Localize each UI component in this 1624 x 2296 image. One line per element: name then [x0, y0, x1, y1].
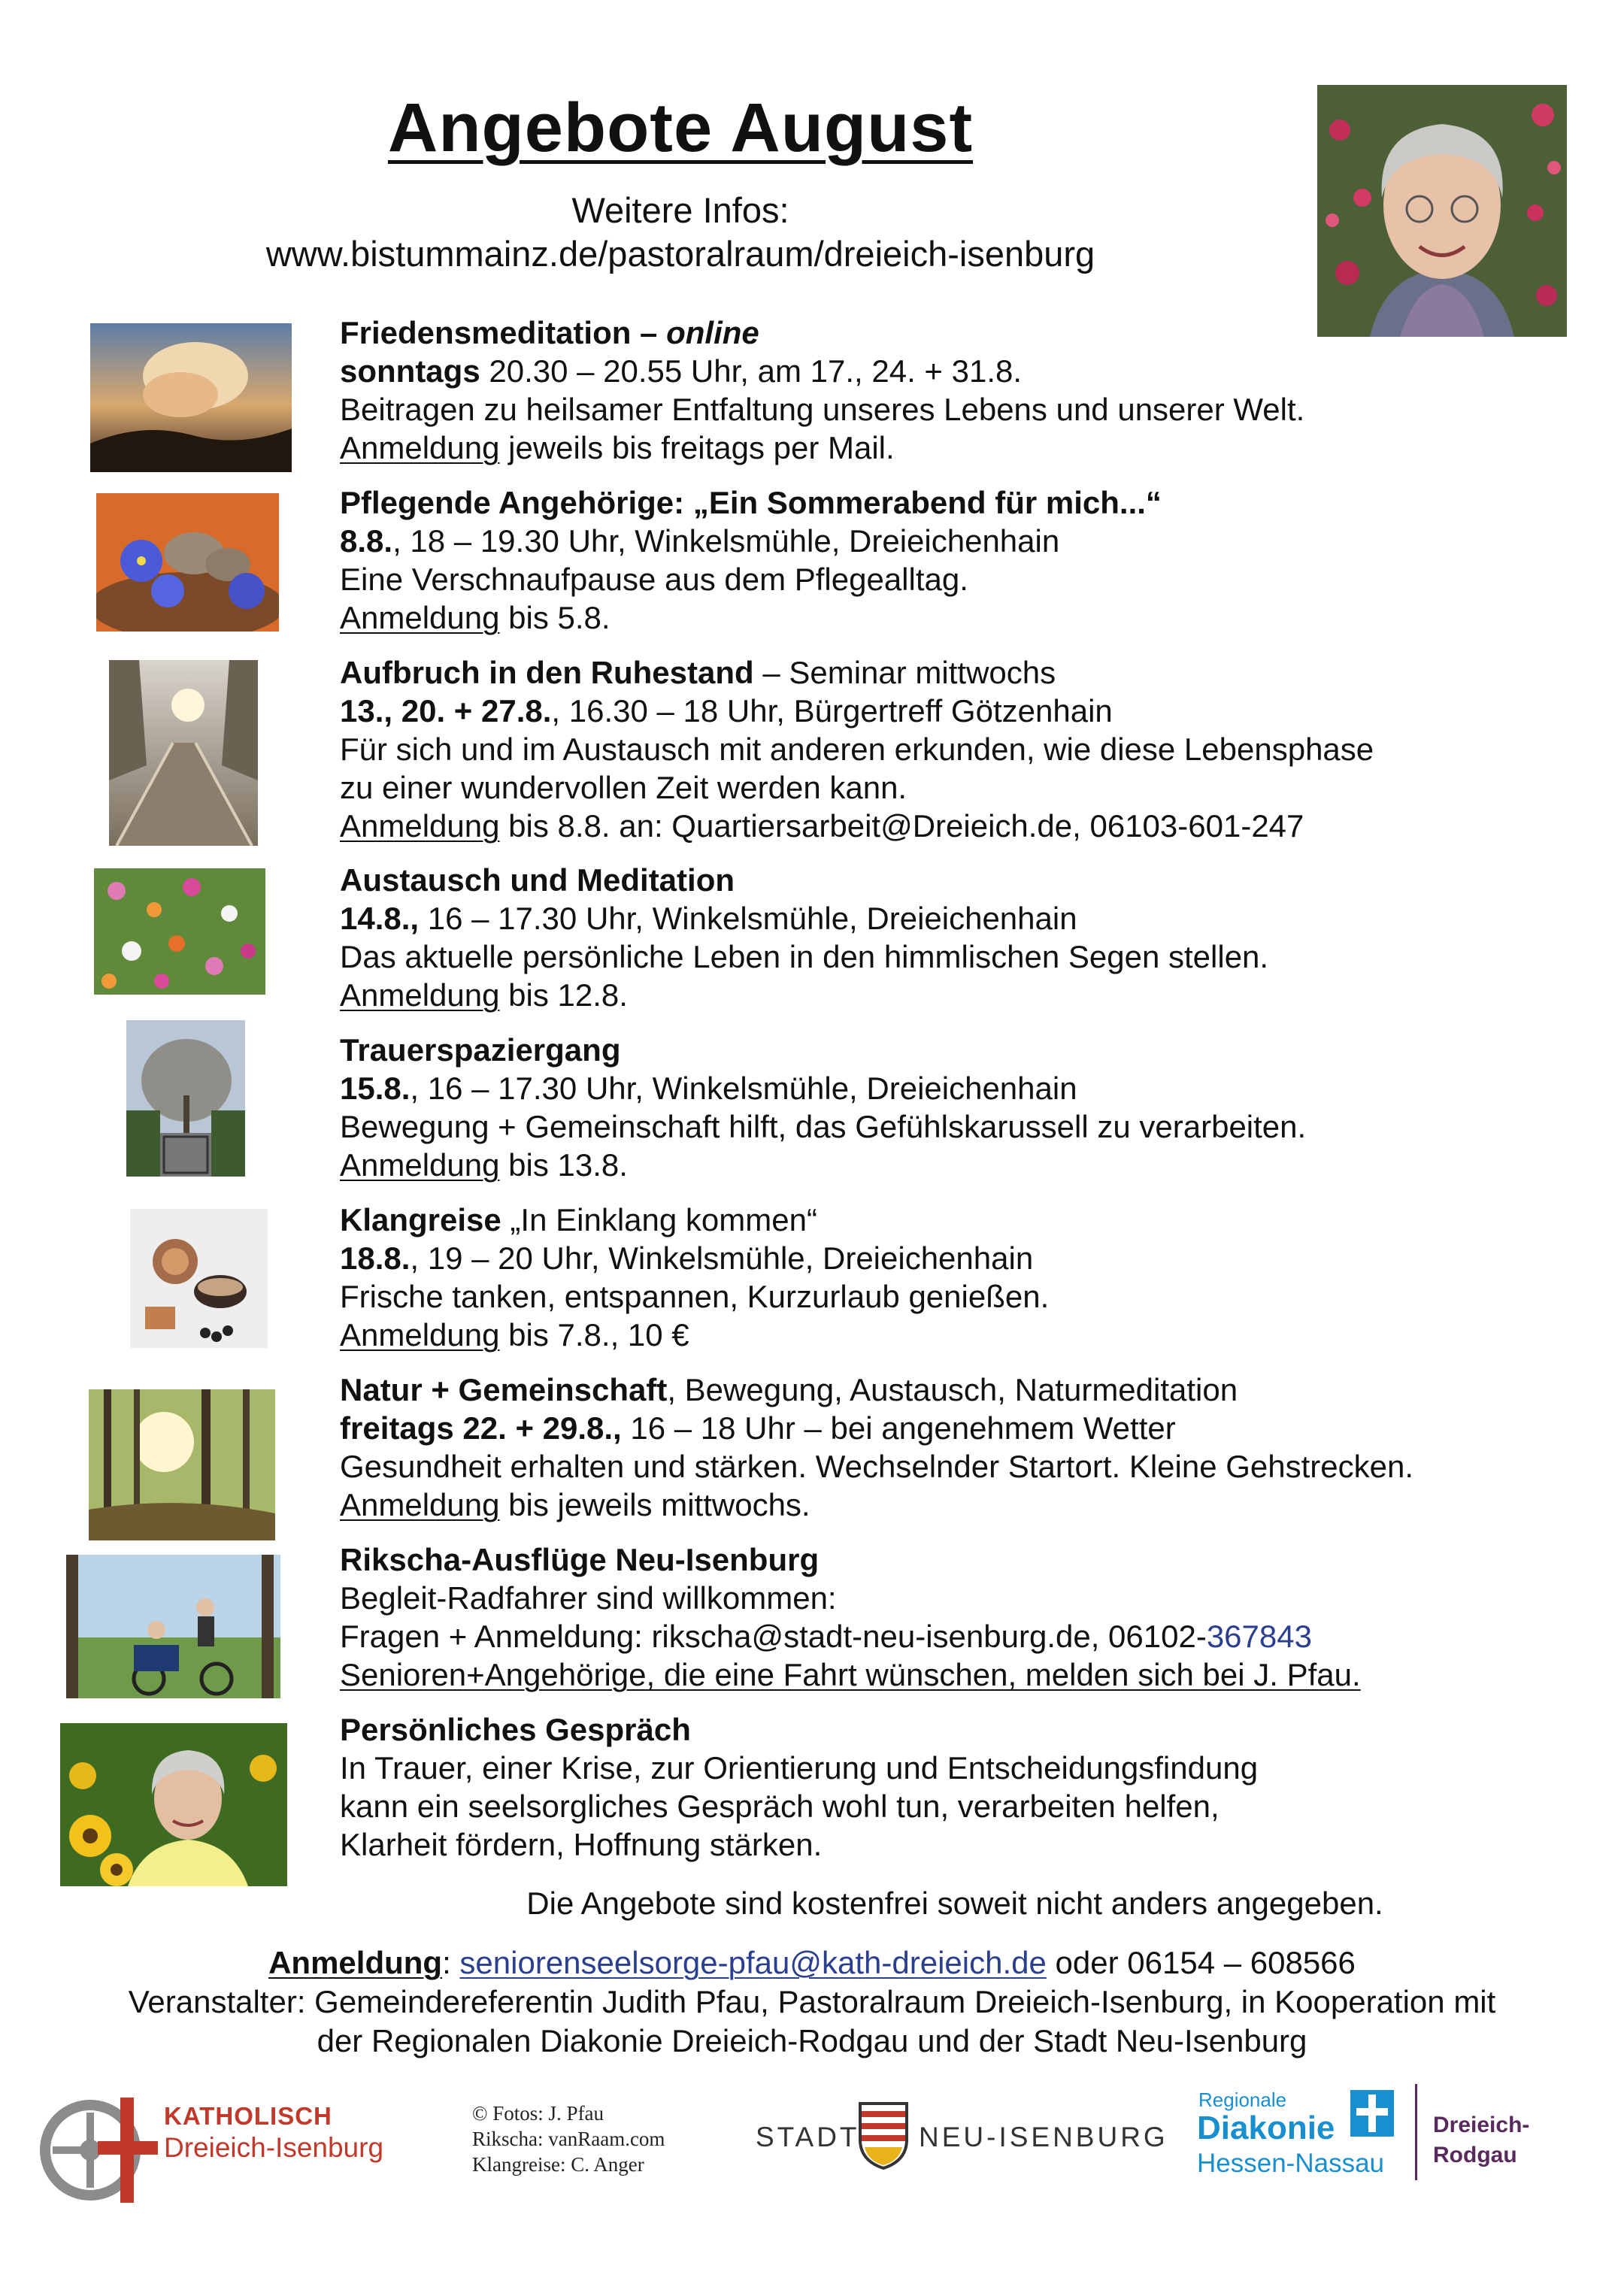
registration-line — [0, 1943, 1624, 1982]
organizer-line-2: der Regionalen Diakonie Dreieich-Rodgau und der Stadt Neu-Isenburg — [317, 2023, 1307, 2058]
diakonie-small-label: Regionale — [1198, 2089, 1287, 2111]
offer-time: 20.30 – 20.55 Uhr, am 17., 24. + 31.8. — [480, 353, 1023, 389]
offer-description: Eine Verschnaufpause aus dem Pflegealltag. — [340, 562, 968, 597]
offer-date: 15.8. — [340, 1071, 411, 1106]
offer-time: 16 – 17.30 Uhr, Winkelsmühle, Dreieichenhain — [419, 901, 1077, 936]
offer-description: Klarheit fördern, Hoffnung stärken. — [340, 1827, 823, 1862]
offer-time: , 16 – 17.30 Uhr, Winkelsmühle, Dreieichenhain — [410, 1071, 1077, 1106]
free-note: Die Angebote sind kostenfrei soweit nicht anders angegeben. — [526, 1886, 1383, 1921]
diakonie-cross-icon — [1350, 2090, 1394, 2137]
offer-austausch-meditation — [340, 861, 1588, 1014]
rodgau-label-1: Dreieich- — [1433, 2113, 1530, 2137]
footer-divider — [1415, 2084, 1417, 2180]
offer-date: 18.8. — [340, 1240, 411, 1276]
offer-time: , 16.30 – 18 Uhr, Bürgertreff Götzenhain — [551, 693, 1113, 728]
registration-email-link[interactable]: seniorenseelsorge-pfau@kath-dreieich.de — [459, 1945, 1047, 1980]
diakonie-region: Hessen-Nassau — [1197, 2149, 1384, 2178]
credit-line: © Fotos: J. Pfau — [472, 2102, 604, 2125]
cloud-sunset-photo — [90, 323, 292, 472]
katholisch-region: Dreieich-Isenburg — [164, 2132, 384, 2163]
registration-label: Anmeldung — [268, 1945, 443, 1980]
neu-isenburg-label: NEU-ISENBURG — [919, 2122, 1168, 2152]
photo-credits — [472, 2101, 665, 2177]
registration-link[interactable]: Anmeldung — [340, 600, 500, 635]
rikscha-note: Senioren+Angehörige, die eine Fahrt wünschen, melden sich bei J. Pfau. — [340, 1657, 1361, 1692]
tree-gate-photo — [126, 1020, 245, 1177]
diakonie-label: Diakonie — [1197, 2110, 1335, 2146]
offer-title: Klangreise — [340, 1202, 501, 1237]
registration-phone: oder 06154 – 608566 — [1046, 1945, 1356, 1980]
offer-time: 16 – 18 Uhr – bei angenehmem Wetter — [621, 1410, 1176, 1446]
registration-link[interactable]: Anmeldung — [340, 977, 500, 1013]
footer — [0, 2067, 1624, 2218]
offer-description: Begleit-Radfahrer sind willkommen: — [340, 1580, 837, 1616]
offer-date: freitags 22. + 29.8., — [340, 1410, 622, 1446]
offer-title: Trauerspaziergang — [340, 1032, 621, 1068]
offer-title: Austausch und Meditation — [340, 862, 735, 898]
registration-link[interactable]: Anmeldung — [340, 1147, 500, 1183]
rodgau-label-2: Rodgau — [1433, 2143, 1517, 2167]
offer-description: Gesundheit erhalten und stärken. Wechselnder Startort. Kleine Gehstrecken. — [340, 1449, 1414, 1484]
katholisch-label: KATHOLISCH — [164, 2102, 332, 2130]
offer-subtitle: – Seminar mittwochs — [753, 655, 1056, 690]
registration-separator: : — [442, 1945, 460, 1980]
offer-description: In Trauer, einer Krise, zur Orientierung und Entscheidungsfindung — [340, 1750, 1259, 1786]
offer-subtitle: „In Einklang kommen“ — [501, 1202, 817, 1237]
stadt-label: STADT — [756, 2122, 860, 2152]
offer-time: , 18 – 19.30 Uhr, Winkelsmühle, Dreieichenhain — [392, 523, 1060, 559]
credit-line: Klangreise: C. Anger — [472, 2153, 644, 2176]
registration-link[interactable]: Anmeldung — [340, 430, 500, 465]
offer-date: 8.8. — [340, 523, 393, 559]
registration-note: bis 7.8., 10 € — [499, 1317, 689, 1352]
offer-aufbruch-ruhestand — [340, 653, 1588, 845]
offer-subtitle: , Bewegung, Austausch, Naturmeditation — [667, 1372, 1238, 1407]
singing-bowls-photo — [130, 1209, 268, 1348]
violets-stones-photo — [96, 493, 279, 632]
offer-title: Pflegende Angehörige: „Ein Sommerabend für mich...“ — [340, 485, 1162, 520]
organizer-line-1: Veranstalter: Gemeindereferentin Judith Pfau, Pastoralraum Dreieich-Isenburg, in Kooperation mit — [128, 1984, 1496, 2019]
offer-friedensmeditation — [340, 314, 1588, 467]
city-crest-icon — [857, 2101, 910, 2170]
offer-description: Bewegung + Gemeinschaft hilft, das Gefühlskarussell zu verarbeiten. — [340, 1109, 1307, 1144]
offer-description: Beitragen zu heilsamer Entfaltung unseres Lebens und unserer Welt. — [340, 392, 1305, 427]
offer-description: Für sich und im Austausch mit anderen erkunden, wie diese Lebensphase — [340, 732, 1374, 767]
rickshaw-bike-photo — [66, 1555, 280, 1698]
registration-note: bis 8.8. an: Quartiersarbeit@Dreieich.de, 06103-601-247 — [499, 808, 1304, 844]
offer-klangreise — [340, 1201, 1588, 1354]
registration-note: bis 5.8. — [499, 600, 611, 635]
contact-info: Fragen + Anmeldung: rikscha@stadt-neu-isenburg.de, 06102- — [340, 1619, 1207, 1654]
page-title: Angebote August — [387, 89, 974, 166]
offer-date: 14.8., — [340, 901, 420, 936]
flower-meadow-photo — [94, 868, 265, 995]
info-url[interactable]: www.bistummainz.de/pastoralraum/dreieich-isenburg — [265, 234, 1095, 274]
registration-link[interactable]: Anmeldung — [340, 1487, 500, 1522]
registration-note: bis 13.8. — [499, 1147, 628, 1183]
offer-title-italic: online — [666, 315, 759, 350]
offer-pflegende-angehoerige — [340, 483, 1588, 637]
woman-sunflowers-photo — [60, 1723, 287, 1886]
registration-note: bis 12.8. — [499, 977, 628, 1013]
offer-date: sonntags — [340, 353, 480, 389]
offer-title: Aufbruch in den Ruhestand — [340, 655, 754, 690]
registration-link[interactable]: Anmeldung — [340, 808, 500, 844]
offer-title: Rikscha-Ausflüge Neu-Isenburg — [340, 1542, 820, 1577]
offer-title: Persönliches Gespräch — [340, 1712, 691, 1747]
registration-link[interactable]: Anmeldung — [340, 1317, 500, 1352]
credit-line: Rikscha: vanRaam.com — [472, 2128, 665, 2150]
offer-description: kann ein seelsorgliches Gespräch wohl tun, verarbeiten helfen, — [340, 1789, 1220, 1824]
wooden-bridge-photo — [109, 660, 258, 846]
registration-note: jeweils bis freitags per Mail. — [499, 430, 895, 465]
offer-natur-gemeinschaft — [340, 1371, 1588, 1524]
offer-description: Frische tanken, entspannen, Kurzurlaub genießen. — [340, 1279, 1050, 1314]
offer-description: zu einer wundervollen Zeit werden kann. — [340, 770, 907, 805]
offer-persoenliches-gespraech — [340, 1710, 1588, 1864]
offer-time: , 19 – 20 Uhr, Winkelsmühle, Dreieichenhain — [410, 1240, 1034, 1276]
offer-title: Natur + Gemeinschaft — [340, 1372, 668, 1407]
offer-rikscha — [340, 1540, 1588, 1694]
phone-number-link[interactable]: 367843 — [1206, 1619, 1312, 1654]
info-label: Weitere Infos: — [571, 190, 789, 230]
offer-trauerspaziergang — [340, 1031, 1588, 1184]
portrait-photo — [1317, 85, 1567, 337]
katholisch-logo-icon — [38, 2090, 158, 2210]
forest-sunlight-photo — [89, 1389, 275, 1540]
offer-description: Das aktuelle persönliche Leben in den himmlischen Segen stellen. — [340, 939, 1269, 974]
offer-date: 13., 20. + 27.8. — [340, 693, 552, 728]
registration-note: bis jeweils mittwochs. — [499, 1487, 810, 1522]
offer-title: Friedensmeditation – — [340, 315, 658, 350]
